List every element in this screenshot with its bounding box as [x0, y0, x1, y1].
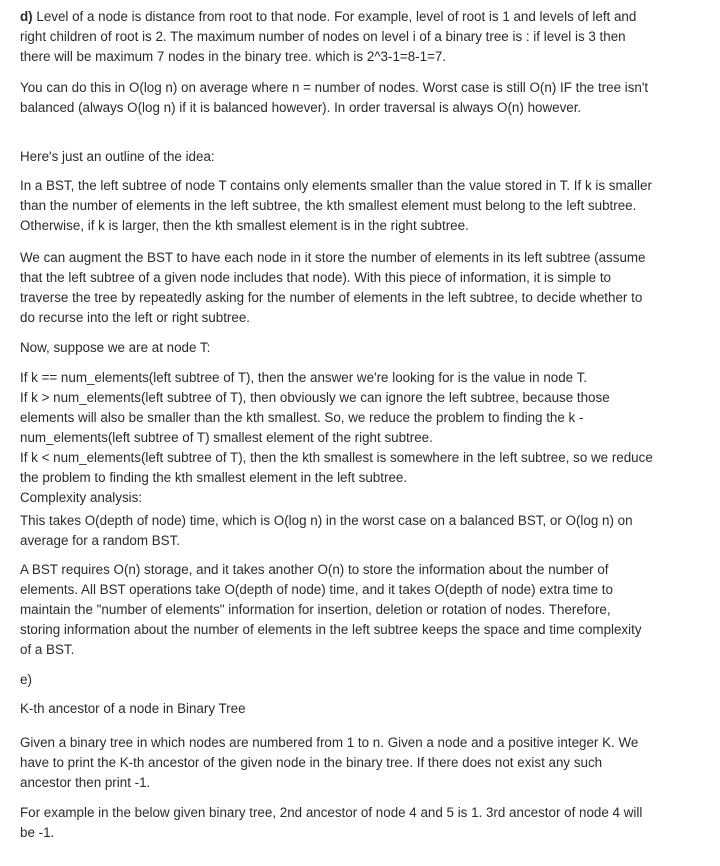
text-line-content: Level of a node is distance from root to that node. For example, level of root is 1 and levels of left and	[36, 9, 637, 24]
text-line: ancestor then print -1.	[20, 775, 151, 790]
text-line: maintain the "number of elements" information for insertion, deletion or rotation of nodes. Therefore,	[20, 602, 611, 617]
text-line: num_elements(left subtree of T) smallest element of the right subtree.	[20, 430, 433, 445]
paragraph	[20, 176, 712, 236]
text-line: In a BST, the left subtree of node T contains only elements smaller than the value stored in T. If k is smaller	[20, 178, 652, 193]
paragraph	[20, 248, 712, 328]
text-line: Complexity analysis:	[20, 490, 143, 505]
text-line: e)	[20, 672, 32, 687]
text-line: be -1.	[20, 825, 55, 840]
text-line: right children of root is 2. The maximum number of nodes on level i of a binary tree is : if level is 3 then	[20, 29, 626, 44]
text-line: Here's just an outline of the idea:	[20, 149, 215, 164]
paragraph	[20, 803, 712, 843]
text-line: A BST requires O(n) storage, and it takes another O(n) to store the information about the number of	[20, 562, 609, 577]
paragraph	[20, 368, 712, 508]
text-line: If k < num_elements(left subtree of T), then the kth smallest is somewhere in the left subtree, so we reduce	[20, 450, 653, 465]
text-line: elements will also be smaller than the kth smallest. So, we reduce the problem to finding the k -	[20, 410, 584, 425]
text-line: You can do this in O(log n) on average where n = number of nodes. Worst case is still O(n) IF the tree isn't	[20, 80, 649, 95]
paragraph	[20, 338, 712, 358]
paragraph	[20, 733, 712, 793]
text-line: K-th ancestor of a node in Binary Tree	[20, 701, 246, 716]
paragraph	[20, 699, 712, 719]
text-line: average for a random BST.	[20, 533, 181, 548]
text-line: balanced (always O(log n) if it is balanced however). In order traversal is always O(n) however.	[20, 100, 582, 115]
paragraph	[20, 78, 712, 118]
paragraph	[20, 7, 712, 67]
text-line: there will be maximum 7 nodes in the binary tree. which is 2^3-1=8-1=7.	[20, 49, 447, 64]
text-line: the problem to finding the kth smallest element in the left subtree.	[20, 470, 408, 485]
text-line: If k == num_elements(left subtree of T), then the answer we're looking for is the value in node T.	[20, 370, 588, 385]
text-line: than the number of elements in the left subtree, the kth smallest element must belong to the left subtree.	[20, 198, 637, 213]
text-line: This takes O(depth of node) time, which is O(log n) in the worst case on a balanced BST, or O(log n) on	[20, 513, 633, 528]
text-line: that the left subtree of a given node includes that node). With this piece of information, it is simple to	[20, 270, 611, 285]
text-line: Otherwise, if k is larger, then the kth smallest element is in the right subtree.	[20, 218, 469, 233]
paragraph	[20, 511, 712, 551]
text-line: of a BST.	[20, 642, 75, 657]
text-line: Now, suppose we are at node T:	[20, 340, 211, 355]
paragraph	[20, 670, 712, 690]
text-line: do recurse into the left or right subtree.	[20, 310, 250, 325]
text-line: If k > num_elements(left subtree of T), then obviously we can ignore the left subtree, because those	[20, 390, 610, 405]
text-line: storing information about the number of elements in the left subtree keeps the space and time complexity	[20, 622, 642, 637]
paragraph	[20, 147, 712, 167]
paragraph	[20, 560, 712, 660]
section-label: d)	[20, 9, 33, 24]
text-line: elements. All BST operations take O(depth of node) time, and it takes O(depth of node) extra time to	[20, 582, 613, 597]
text-line: Given a binary tree in which nodes are numbered from 1 to n. Given a node and a positive integer K. We	[20, 735, 639, 750]
text-line: have to print the K-th ancestor of the given node in the binary tree. If there does not exist any such	[20, 755, 603, 770]
text-line: traverse the tree by repeatedly asking for the number of elements in the left subtree, to decide whether to	[20, 290, 643, 305]
text-line: For example in the below given binary tree, 2nd ancestor of node 4 and 5 is 1. 3rd ancestor of node 4 will	[20, 805, 643, 820]
text-line: We can augment the BST to have each node in it store the number of elements in its left subtree (assume	[20, 250, 646, 265]
text-line	[20, 7, 712, 27]
